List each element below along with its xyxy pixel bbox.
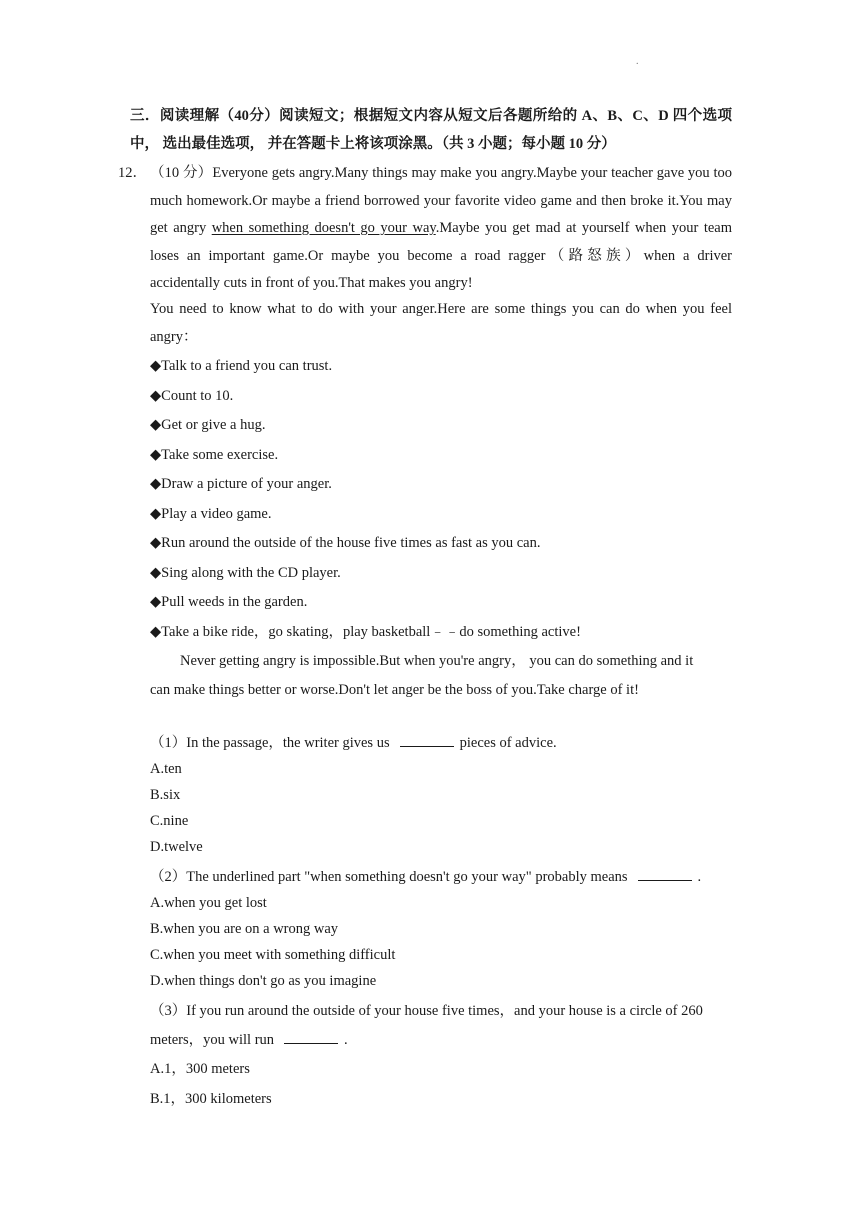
tip-item: ◆Talk to a friend you can trust. bbox=[150, 358, 333, 374]
option-a[interactable]: A.when you get lost bbox=[150, 895, 267, 911]
sub-question-3 bbox=[150, 997, 732, 1114]
sub-question-1 bbox=[150, 730, 732, 860]
section-title: 三．阅读理解（40分）阅读短文；根据短文内容从短文后各题所给的 A、B、C、D 四个选项中， 选出最佳选项， 并在答题卡上将该项涂黑。（共 3 小题；每小题 10 分） bbox=[130, 108, 732, 152]
sub-question-2 bbox=[150, 864, 732, 994]
closing-line-1: Never getting angry is impossible.But when you're angry， you can do something and it bbox=[180, 653, 694, 669]
tip-item: ◆Run around the outside of the house five times as fast as you can. bbox=[150, 535, 541, 551]
tips-list bbox=[150, 352, 732, 647]
option-c[interactable]: C.nine bbox=[150, 813, 189, 829]
question-score: （10 分） bbox=[150, 165, 213, 181]
underlined-phrase: when something doesn't go your way bbox=[211, 220, 436, 236]
passage-text-b: .Maybe you get mad at yourself when your team loses an important game.Or maybe you become a road ragger（路怒族）when a driver accidentally cuts in front of you.That makes you angry! bbox=[150, 220, 733, 291]
question-stem-tail: . bbox=[344, 1032, 348, 1048]
question-stem bbox=[150, 997, 732, 1055]
tip-item: ◆Pull weeds in the garden. bbox=[150, 594, 308, 610]
question-number-label: 12． bbox=[118, 165, 147, 181]
tip-item: ◆Take a bike ride，go skating，play basketball﹣﹣do something active! bbox=[150, 623, 581, 640]
header-dot: . bbox=[636, 56, 639, 67]
option-d[interactable]: D.when things don't go as you imagine bbox=[150, 973, 377, 989]
question-stem bbox=[150, 864, 732, 890]
option-a[interactable]: A.ten bbox=[150, 761, 182, 777]
option-c[interactable]: C.when you meet with something difficult bbox=[150, 947, 396, 963]
option-a[interactable]: A.1，300 meters bbox=[150, 1061, 250, 1077]
option-b[interactable]: B.1，300 kilometers bbox=[150, 1090, 272, 1107]
answer-blank bbox=[400, 732, 454, 747]
passage-paragraph-2: You need to know what to do with your anger.Here are some things you can do when you feel angry： bbox=[150, 301, 732, 345]
question-stem-text: （3）If you run around the outside of your house five times，and your house is a circle of 260 meters，you will run bbox=[150, 1003, 703, 1048]
closing-line-2: can make things better or worse.Don't let anger be the boss of you.Take charge of it! bbox=[150, 682, 639, 698]
question-stem-tail: . bbox=[697, 869, 702, 885]
answer-blank bbox=[638, 866, 692, 881]
tip-item: ◆Take some exercise. bbox=[150, 446, 279, 463]
option-d[interactable]: D.twelve bbox=[150, 839, 203, 855]
passage-text-a: Everyone gets angry.Many things may make you angry.Maybe your teacher gave you too much homework.Or maybe a friend borrowed your favorite video game and then broke it.You may get angry bbox=[150, 165, 733, 236]
answer-blank bbox=[284, 1029, 338, 1044]
tip-item: ◆Get or give a hug. bbox=[150, 417, 266, 433]
option-b[interactable]: B.when you are on a wrong way bbox=[150, 921, 339, 937]
tip-item: ◆Sing along with the CD player. bbox=[150, 564, 341, 581]
question-stem-text: （1）In the passage，the writer gives us bbox=[150, 735, 390, 751]
question-stem-text: （2）The underlined part "when something doesn't go your way" probably means bbox=[150, 869, 628, 885]
passage-paragraph-1 bbox=[150, 160, 732, 298]
question-stem-tail: pieces of advice. bbox=[459, 735, 557, 751]
question-stem bbox=[150, 730, 732, 756]
option-b[interactable]: B.six bbox=[150, 787, 181, 803]
tip-item: ◆Count to 10. bbox=[150, 387, 234, 404]
question-number bbox=[118, 160, 150, 188]
tip-item: ◆Play a video game. bbox=[150, 505, 272, 522]
tip-item: ◆Draw a picture of your anger. bbox=[150, 476, 332, 492]
